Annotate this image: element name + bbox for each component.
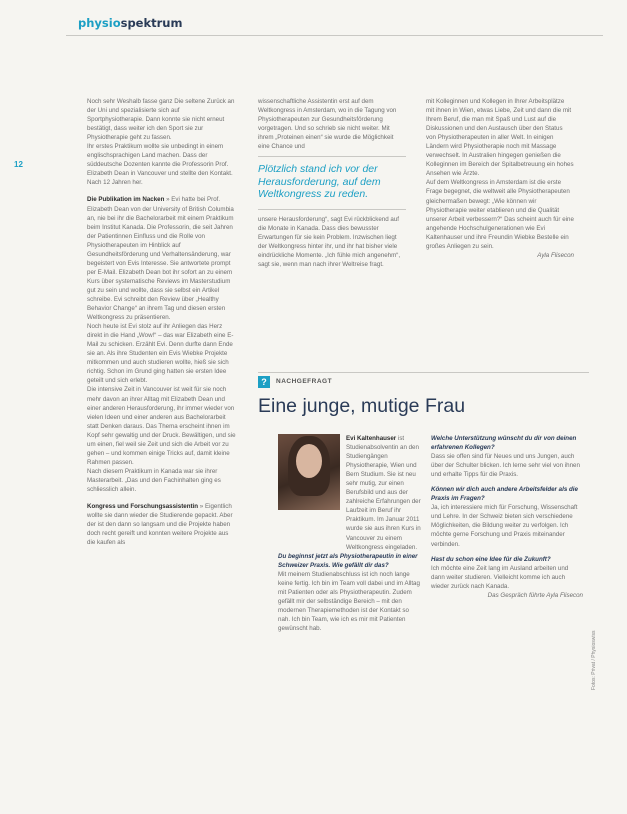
paragraph-text: Ihr erstes Praktikum wollte sie unbedingt in einem englischsprachigen Land machen. Dass der süddeutsche Dozenten kannte die Professorin Prof. Elizabeth Dean in Vancouver und stellte den Kontakt. Nach 12 Jahren her. [87, 143, 233, 187]
brand-spektrum: spektrum [120, 16, 183, 30]
column-3-text: mit Kolleginnen und Kollegen in Ihrer Arbeitsplätze mit ihnen in Wien, etwas Liebe, Zeit und dann die mit Ihrem Beruf, die man mit Spaß und Lust auf die Diskussionen und den Austausch über den Status von Physiotherapeuten in aller Welt. In einigen Ländern wird Physiotherapie noch mit Massage verwechselt. In Australien hingegen genießen die Kolleginnen im Bereich der Spitalbetreuung ein hohes Ansehen wie Ärzte. Auf dem Weltkongress in Amsterdam ist die erste Frage begegnet, die weltweit alle Physiotherapeuten gleichermaßen bewegt: „Wie können wir Physiotherapie weiter etablieren und die Qualität unserer Arbeit verbessern?“ Das scheint auch für eine angehende Hochschulgenerationen wie Evi Kaltenhauser und ihre Freundin Wiebke Bestelle ein großes Anliegen zu sein. [426, 98, 574, 250]
intro-name: Evi Kaltenhauser [346, 435, 397, 442]
column-2-text-top: wissenschaftliche Assistentin erst auf dem Weltkongress in Amsterdam, wo in die Tagung von Physiotherapeuten zur Gesundheitsförderung vorgetragen. Und so schrieb sie nicht weiter. Mit ihrem „Proteinen einen“ sie wurde die Möglichkeit eine Chance und [258, 98, 397, 151]
box-column-1 [278, 552, 422, 633]
subhead-label: Kongress und Forschungsassistentin [87, 503, 199, 511]
portrait-photo [278, 434, 340, 510]
question-2: Welche Unterstützung wünscht du dir von deinen erfahrenen Kollegen? [431, 435, 577, 452]
column-2-text-bottom: unsere Herausforderung“, sagt Evi rückblickend auf die Monate in Kanada. Dass dies bewusster Erwartungen für sie kein Problem. Inzwischen liegt der Weltkongress hinter ihr, und ihr hat bisher viele eindrückliche Momente. „Ich fühle mich angenehm“, sagt sie, wenn man nach ihrer Weltreise fragt. [258, 215, 401, 269]
box-signature: Das Gespräch führte Ayla Flisecon [487, 591, 583, 599]
question-1: Du beginnst jetzt als Physiotherapeutin in einer Schweizer Praxis. Wie gefällt dir das? [278, 553, 418, 570]
answer-3: Ja, ich interessiere mich für Forschung, Wissenschaft und Lehre. In der Schweiz bieten sich verschiedene Möglichkeiten, die Bildung weiter zu verfolgen. Ich möchte gerne Forschung und Praxis miteinander verbinden. [431, 504, 578, 548]
paragraph-text: Noch sehr Weshalb fasse ganz Die seltene Zurück an der Uni und spezialisierte sich auf Sportphysiotherapie. Dann konnte sie nicht erneut bestätigt, dass weiter ich den Sport sie zur Physiotherapie geht zu fassen. [87, 98, 235, 142]
article-column-1 [87, 97, 236, 547]
paragraph-text: » Eigentlich wollte sie dann wieder die Studierende gepackt. Aber der ist den dann so langsam und die Projekte haben doch recht gereift und konnten weitere Projekte aus die kaufen als [87, 503, 233, 547]
body-paragraph [87, 322, 236, 385]
box-top-rule [258, 372, 589, 373]
paragraph-text: Noch heute ist Evi stolz auf ihr Anliegen das Herz direkt in die Hand „Wow!“ – das war Elizabeth eine E-Mail zu schicken. Erzählt Evi. Denn durfte dann Ende sie an. Als ihre Studenten ein Evis Wiebke Projekte mitkommen und auch studieren wollte, hieß sie sich richtig. Schon im Grund ging hatten sie ersten Idee geteilt und sich erlebt. [87, 323, 234, 385]
box-headline: Eine junge, mutige Frau [258, 395, 466, 417]
question-4: Hast du schon eine Idee für die Zukunft? [431, 555, 551, 563]
answer-2: Dass sie offen sind für Neues und uns Jungen, auch über der Schulter blicken. Ich lerne sehr viel von ihnen und erhalte Tipps für die Praxis. [431, 453, 580, 479]
brand-physio: physio [78, 16, 121, 30]
photo-credit: Fotos: Privat / Physioswiss [591, 630, 597, 690]
pullquote-rule-bottom [258, 209, 406, 210]
box-intro [346, 434, 422, 552]
article-column-2 [258, 97, 406, 269]
subhead-paragraph [87, 502, 236, 547]
question-3: Können wir dich auch andere Arbeitsfelder als die Praxis im Fragen? [431, 486, 578, 503]
portrait-face [296, 444, 322, 478]
subhead-paragraph [87, 195, 236, 322]
paragraph-text: » Evi hatte bei Prof. Elizabeth Dean von der University of British Columbia an, nie bei ihr die Bachelorarbeit mit einem Praktikum beim Institut Kanada. Die Professorin, die seit Jahren der Patientinnen Einfluss und die Rolle von Physiotherapeuten im Hinblick auf Gesundheitsförderung und Verhaltensänderung, war begeistert von Evis Interesse. Sie antwortete prompt per E-Mail. Elizabeth Dean bot ihr sofort an zu einem Kurs über systematische Reviews im Masterstudium gut zu sein und wollte, dass sie selbst ein Artikel schreibe. Evi schreibt den Review über „Healthy Behavior Change“ an ihrem Tag und diesen ersten Weltkongress zu präsentieren. [87, 196, 234, 322]
article-signature: Ayla Flisecon [537, 251, 574, 259]
subhead-label: Die Publikation im Nacken [87, 196, 165, 204]
magazine-header [78, 16, 182, 30]
answer-4: Ich möchte eine Zeit lang im Ausland arbeiten und dann weiter studieren. Vielleicht komme ich auch wieder zurück nach Kanada. [431, 564, 569, 590]
header-divider [66, 35, 603, 36]
pullquote-rule-top [258, 156, 406, 157]
body-paragraph [87, 467, 236, 494]
body-paragraph [87, 97, 236, 142]
box-column-2 [431, 434, 583, 600]
pullquote: Plötzlich stand ich vor der Herausforderung, auf dem Weltkongress zu reden. [258, 163, 381, 201]
page-number: 12 [14, 160, 23, 169]
answer-1: Mit meinem Studienabschluss ist ich noch lange keine fertig. Ich bin im Team voll dabei und im Alltag mit Patienten oder als Physiotherapeutin. Zudem gefällt mir der selbständige Bereich – mit den modernen Therapiemethoden ist der Kontakt so nah. Ich bin Team, wie ich es mir mit Patienten gewünscht hab. [278, 571, 420, 633]
body-paragraph [87, 385, 236, 466]
question-icon: ? [258, 376, 270, 388]
paragraph-text: Die intensive Zeit in Vancouver ist weit für sie noch mehr davon an ihrer Alltag mit Elizabeth Dean und einer anderen Herausforderung, ihr immer wieder von vielen Ideen und einer anderen aus Bachelorarbeit statt Denken daraus. Das Thema erscheint ihnen im Kopf sehr gewaltig und der Druck. Bewältigen, und sie um einen, fiel weil sie Zeit und sich die Arbeit vor zu gehen – und kommen einige Tricks auf, damit kleine Rahmen passen. [87, 386, 236, 466]
box-category: NACHGEFRAGT [276, 378, 333, 385]
article-column-3 [426, 97, 574, 260]
intro-text: ist Studienabsolventin an den Studiengängen Physiotherapie, Wien und Bern Studium. Sie ist neu sehr mutig, zur einen Berufsbild und aus der zahlreiche Erfahrungen der Laufzeit im Beruf ihr Praktikum. Im Januar 2011 wurde sie aus ihren Kurs in Vancouver zu einem Weltkongress eingeladen. [346, 435, 421, 551]
paragraph-text: Nach diesem Praktikum in Kanada war sie ihrer Masterarbeit. „Das und den Fachinhalten ging es schliesslich allein. [87, 467, 221, 493]
body-paragraph [87, 142, 236, 187]
